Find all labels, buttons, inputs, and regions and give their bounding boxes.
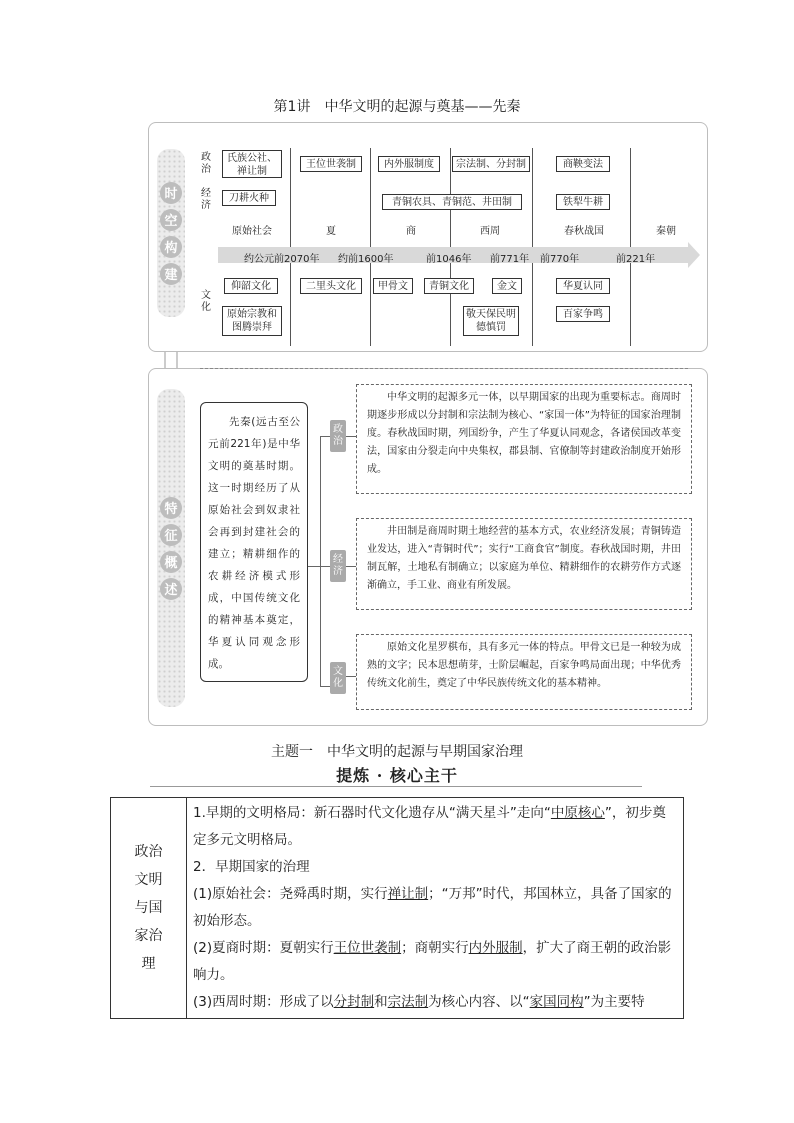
left-label-line: 文明	[134, 872, 163, 888]
box-hundred-schools: 百家争鸣	[556, 306, 610, 322]
connector-trunk	[320, 436, 321, 686]
core-header: 提炼 · 核心主干	[336, 766, 458, 785]
panel-connector	[164, 352, 178, 368]
sidebar-char: 构	[160, 236, 182, 258]
date-label: 前221年	[616, 254, 656, 265]
era-qin: 秦朝	[656, 226, 676, 237]
timeline-sidebar	[157, 149, 185, 317]
box-yangshao: 仰韶文化	[224, 278, 278, 294]
core-table	[110, 797, 684, 1019]
culture-feature-text: 原始文化星罗棋布，具有多元一体的特点。甲骨文已是一种较为成熟的文字；民本思想萌芽，士阶层崛起，百家争鸣局面出现；中华优秀传统文化前生，奠定了中华民族传统文化的基本精神。	[356, 634, 692, 710]
box-clan-commune: 氏族公社、禅让制	[222, 150, 282, 178]
box-slash-burn: 刀耕火种	[222, 190, 276, 206]
connector-branch	[346, 436, 356, 437]
left-label-line: 家治	[134, 928, 163, 944]
row-label-politics: 政治	[201, 152, 211, 175]
era-primitive: 原始社会	[232, 226, 272, 237]
box-revere-heaven: 敬天保民明德慎罚	[463, 306, 519, 336]
left-label-line: 政治	[134, 844, 163, 860]
connector-branch	[346, 676, 356, 677]
economy-feature-text: 井田制是商周时期土地经营的基本方式，农业经济发展；青铜铸造业发达，进入“青铜时代”；实行“工商食官”制度。春秋战国时期，井田制瓦解，土地私有制确立；以家庭为单位、精耕细作的农耕劳作方式逐渐确立，手工业、商业有所发展。	[356, 518, 692, 610]
core-para: 2．早期国家的治理	[193, 859, 310, 875]
header-rule	[150, 786, 642, 787]
connector-branch	[320, 436, 330, 437]
era-western-zhou: 西周	[480, 226, 500, 237]
core-left-label	[111, 798, 187, 1019]
features-sidebar	[157, 389, 185, 707]
sidebar-char: 特	[160, 497, 182, 519]
row-label-economy: 经济	[201, 188, 211, 211]
row-label-culture: 文化	[201, 290, 211, 313]
date-label: 前771年	[490, 254, 530, 265]
box-bronze-culture: 青铜文化	[424, 278, 474, 294]
box-inner-outer-service: 内外服制度	[378, 156, 440, 172]
sidebar-char: 概	[160, 551, 182, 573]
page-title: 第1讲 中华文明的起源与奠基——先秦	[273, 99, 521, 115]
core-para: (2)夏商时期：夏朝实行王位世袭制；商朝实行内外服制，扩大了商王朝的政治影响力。	[193, 940, 672, 983]
era-xia: 夏	[326, 226, 336, 237]
connector-branch	[320, 686, 330, 687]
left-label-line: 与国	[134, 900, 163, 916]
sidebar-char: 空	[160, 209, 182, 231]
theme-title: 主题一 中华文明的起源与早期国家治理	[271, 744, 523, 760]
sidebar-char: 述	[160, 578, 182, 600]
dashed-divider	[200, 368, 688, 369]
tag-culture: 文化	[330, 662, 346, 694]
sidebar-char: 时	[160, 182, 182, 204]
tag-economy: 经济	[330, 550, 346, 582]
era-spring-autumn: 春秋战国	[564, 226, 604, 237]
date-label: 约前1600年	[338, 254, 394, 265]
date-label: 约公元前2070年	[244, 254, 320, 265]
date-label: 前770年	[540, 254, 580, 265]
pre-qin-summary: 先秦(远古至公元前221年)是中华文明的奠基时期。这一时期经历了从原始社会到奴隶社会再到封建社会的建立；精耕细作的农耕经济模式形成，中国传统文化的精神基本奠定，华夏认同观念形成。	[200, 402, 308, 682]
era-shang: 商	[406, 226, 416, 237]
box-iron-plow: 铁犁牛耕	[556, 194, 610, 210]
box-primitive-religion: 原始宗教和图腾崇拜	[222, 306, 282, 336]
timeline-arrowhead	[688, 242, 700, 268]
left-label-line: 理	[141, 956, 156, 972]
box-erlitou: 二里头文化	[300, 278, 362, 294]
core-content	[187, 798, 684, 1019]
sidebar-char: 建	[160, 263, 182, 285]
sidebar-char: 征	[160, 524, 182, 546]
box-shang-yang-reform: 商鞅变法	[556, 156, 610, 172]
box-huaxia-identity: 华夏认同	[556, 278, 610, 294]
box-jinwen: 金文	[492, 278, 522, 294]
core-para: 1.早期的文明格局：新石器时代文化遗存从“满天星斗”走向“中原核心”，初步奠定多元文明格局。	[193, 805, 666, 848]
box-oracle-bone: 甲骨文	[373, 278, 413, 294]
connector-branch	[346, 566, 356, 567]
core-para: (1)原始社会：尧舜禹时期，实行禅让制；“万邦”时代，邦国林立，具备了国家的初始形态。	[193, 886, 672, 929]
connector-line	[308, 566, 320, 567]
connector-branch	[320, 566, 330, 567]
core-para: (3)西周时期：形成了以分封制和宗法制为核心内容、以“家国同构”为主要特	[193, 994, 645, 1010]
box-patriarchal-enfeoffment: 宗法制、分封制	[452, 156, 530, 172]
box-hereditary-throne: 王位世袭制	[300, 156, 362, 172]
date-label: 前1046年	[426, 254, 472, 265]
box-bronze-tools: 青铜农具、青铜范、井田制	[382, 194, 522, 210]
tag-politics: 政治	[330, 420, 346, 452]
politics-feature-text: 中华文明的起源多元一体，以早期国家的出现为重要标志。商周时期逐步形成以分封制和宗法制为核心、“家国一体”为特征的国家治理制度。春秋战国时期，列国纷争，产生了华夏认同观念，各诸侯国改革变法，国家由分裂走向中央集权，郡县制、官僚制等封建政治制度开始形成。	[356, 384, 692, 494]
